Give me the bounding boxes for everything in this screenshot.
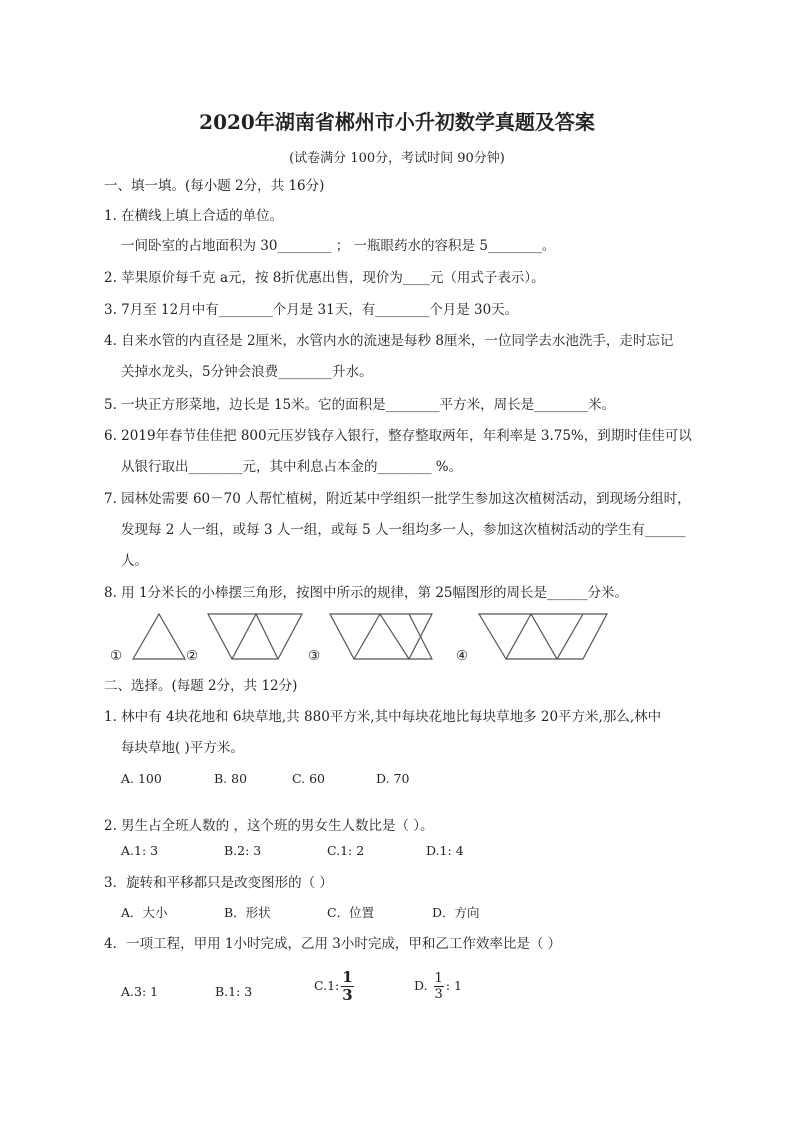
fraction-denominator: 3: [342, 986, 353, 1004]
s2-q1-option-a: A. 100: [121, 771, 162, 786]
section1-heading: 一、填一填。(每小题 2分，共 16分): [104, 178, 325, 194]
figure-label-3: ③: [308, 648, 321, 664]
s1-q2: 2. 苹果原价每千克 a元，按 8折优惠出售，现价为____元（用式子表示）。: [104, 270, 545, 286]
s2-q1-line1: 1. 林中有 4块花地和 6块草地,共 880平方米,其中每块花地比每块草地多 20平方米,那么,林中: [104, 709, 662, 725]
figure-1-triangle: [133, 614, 185, 659]
s2-q4-option-c-prefix: C.1:: [314, 978, 340, 993]
figure-label-1: ①: [110, 648, 123, 664]
s2-q1-option-b: B. 80: [214, 771, 248, 786]
fraction-denominator: 3: [434, 987, 443, 1002]
s1-q4-line1: 4. 自来水管的内直径是 2厘米，水管内水的流速是每秒 8厘米，一位同学去水池洗手，走时忘记: [104, 333, 674, 349]
figure-4-triangles: [479, 614, 607, 659]
figure-2-triangles: [208, 614, 302, 659]
figure-label-4: ④: [456, 648, 469, 664]
s2-q4-option-d-fraction: [434, 972, 444, 1001]
s2-q4-option-b: B.1: 3: [215, 984, 253, 999]
s2-q2-line1: 2. 男生占全班人数的 ，这个班的男女生人数比是（ ）。: [104, 818, 434, 834]
s2-q3-option-a: A．大小: [121, 905, 168, 920]
s2-q3-option-d: D．方向: [432, 905, 480, 920]
s2-q2-option-d: D.1: 4: [426, 843, 464, 858]
s2-q4-option-c: [314, 970, 356, 1003]
s1-q6-line1: 6. 2019年春节佳佳把 800元压岁钱存入银行，整存整取两年，年利率是 3.75%，到期时佳佳可以: [104, 428, 692, 444]
s2-q1-option-c: C. 60: [292, 771, 325, 786]
s2-q4-option-d-prefix: D.: [414, 978, 428, 993]
s2-q3-line1: 3．旋转和平移都只是改变图形的（ ）: [104, 875, 333, 891]
page-title: 2020年湖南省郴州市小升初数学真题及答案: [199, 110, 595, 134]
s2-q2-option-b: B.2: 3: [224, 843, 262, 858]
fraction-numerator: 1: [434, 971, 443, 986]
s2-q4-line1: 4．一项工程，甲用 1小时完成，乙用 3小时完成，甲和乙工作效率比是（ ）: [104, 936, 562, 952]
s1-q8: 8. 用 1分米长的小棒摆三角形，按图中所示的规律，第 25幅图形的周长是______分米。: [104, 585, 629, 601]
s1-q1-line2: 一间卧室的占地面积为 30________ ； 一瓶眼药水的容积是 5________。: [121, 238, 556, 254]
s1-q1-line1: 1. 在横线上填上合适的单位。: [104, 208, 284, 224]
s1-q4-line2: 关掉水龙头，5分钟会浪费________升水。: [121, 364, 373, 380]
s1-q6-line2: 从银行取出________元，其中利息占本金的________ %。: [121, 459, 463, 475]
s2-q1-option-d: D. 70: [376, 771, 410, 786]
exam-info: (试卷满分 100分，考试时间 90分钟): [289, 151, 505, 166]
s1-q5: 5. 一块正方形菜地，边长是 15米。它的面积是________平方米，周长是________米。: [104, 397, 616, 413]
s2-q1-line2: 每块草地( )平方米。: [121, 740, 244, 756]
s2-q4-option-d-suffix: : 1: [445, 978, 462, 993]
figure-label-2: ②: [186, 648, 199, 664]
fraction-numerator: 1: [342, 968, 353, 986]
figure-3-triangles: [330, 614, 432, 659]
s2-q2-option-a: A.1: 3: [121, 843, 159, 858]
s1-q7-line3: 人。: [121, 553, 148, 569]
s2-q3-option-b: B．形状: [224, 905, 271, 920]
section2-heading: 二、选择。(每题 2分，共 12分): [104, 678, 298, 694]
s2-q3-option-c: C．位置: [327, 905, 375, 920]
s2-q2-option-c: C.1: 2: [327, 843, 365, 858]
s1-q7-line2: 发现每 2 人一组，或每 3 人一组，或每 5 人一组均多一人，参加这次植树活动的学生有______: [121, 522, 686, 538]
s2-q4-option-d: [414, 972, 462, 1001]
s2-q4-option-a: A.3: 1: [121, 984, 159, 999]
s2-q4-option-c-fraction: [341, 970, 353, 1003]
s1-q3: 3. 7月至 12月中有________个月是 31天，有________个月是 30天。: [104, 302, 519, 318]
s1-q7-line1: 7. 园林处需要 60－70 人帮忙植树，附近某中学组织一批学生参加这次植树活动，到现场分组时，: [104, 491, 691, 507]
